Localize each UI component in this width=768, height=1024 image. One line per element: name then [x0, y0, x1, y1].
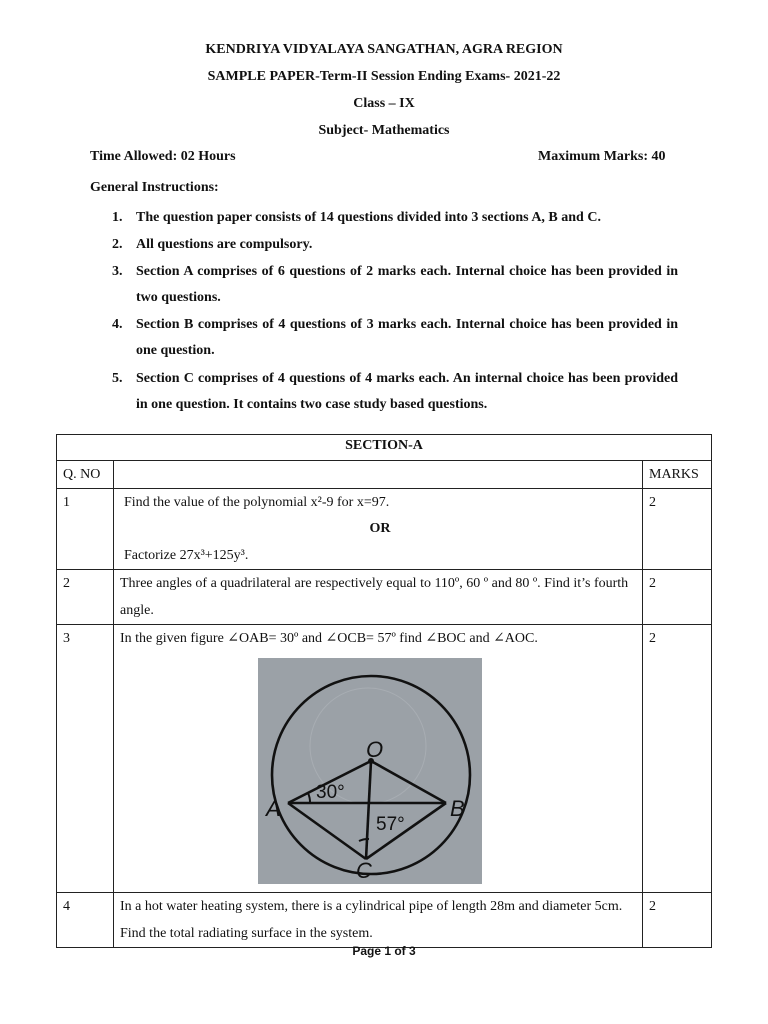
col-header-marks: MARKS — [643, 461, 712, 489]
question-marks: 2 — [643, 625, 712, 893]
question-text: In the given figure ∠OAB= 30º and ∠OCB= 57º find ∠BOC and ∠AOC. — [120, 631, 538, 646]
table-row — [57, 570, 712, 625]
paper-title: SAMPLE PAPER-Term-II Session Ending Exams- 2021-22 — [207, 69, 561, 84]
instruction-number: 4. — [112, 317, 123, 332]
question-alt-text: Factorize 27x³+125y³. — [124, 548, 249, 563]
time-allowed: Time Allowed: 02 Hours — [90, 149, 236, 164]
instruction-text: Section B comprises of 4 questions of 3 marks each. Internal choice has been provided in one question. — [136, 317, 678, 358]
angle-c-label: 57° — [376, 814, 405, 835]
section-header-row — [57, 435, 712, 461]
instruction-text: Section A comprises of 6 questions of 2 marks each. Internal choice has been provided in two questions. — [136, 264, 678, 305]
instruction-number: 3. — [112, 264, 123, 279]
question-marks: 2 — [643, 570, 712, 625]
question-text: Find the value of the polynomial x²-9 for x=97. — [124, 495, 390, 510]
class-label: Class – IX — [353, 96, 415, 111]
instruction-item — [112, 205, 678, 231]
instructions-title: General Instructions: — [90, 180, 219, 195]
col-header-question — [114, 461, 643, 489]
subject-label: Subject- Mathematics — [318, 123, 450, 138]
org-title: KENDRIYA VIDYALAYA SANGATHAN, AGRA REGION — [205, 42, 563, 57]
or-label: OR — [369, 521, 391, 536]
angle-a-label: 30° — [316, 782, 345, 803]
question-cell — [114, 489, 643, 570]
col-header-qno: Q. NO — [57, 461, 114, 489]
instruction-item — [112, 312, 678, 364]
instruction-text: Section C comprises of 4 questions of 4 marks each. An internal choice has been provided in one question. It contains two case study based questions. — [136, 371, 678, 412]
instruction-item — [112, 366, 678, 418]
circle-figure — [258, 658, 482, 884]
question-text: Three angles of a quadrilateral are respectively equal to 110º, 60 º and 80 º. Find it’s fourth angle. — [114, 570, 643, 625]
instruction-text: All questions are compulsory. — [136, 237, 313, 252]
table-row — [57, 489, 712, 570]
instruction-item — [112, 259, 678, 311]
question-number: 2 — [57, 570, 114, 625]
question-table — [56, 434, 712, 948]
question-number: 4 — [57, 893, 114, 948]
instruction-text: The question paper consists of 14 questions divided into 3 sections A, B and C. — [136, 210, 601, 225]
question-cell — [114, 625, 643, 893]
maximum-marks: Maximum Marks: 40 — [538, 149, 666, 164]
question-text: In a hot water heating system, there is a cylindrical pipe of length 28m and diameter 5cm. Find the total radiating surface in the system. — [114, 893, 643, 948]
table-row — [57, 893, 712, 948]
instruction-number: 1. — [112, 210, 123, 225]
question-number: 3 — [57, 625, 114, 893]
question-marks: 2 — [643, 489, 712, 570]
label-a: A — [266, 796, 281, 821]
question-number: 1 — [57, 489, 114, 570]
page-footer: Page 1 of 3 — [352, 944, 416, 958]
column-header-row — [57, 461, 712, 489]
instruction-number: 2. — [112, 237, 123, 252]
instruction-item — [112, 232, 678, 258]
instruction-number: 5. — [112, 371, 123, 386]
table-row — [57, 625, 712, 893]
section-title: SECTION-A — [57, 435, 712, 461]
label-b: B — [450, 796, 465, 821]
question-marks: 2 — [643, 893, 712, 948]
label-c: C — [356, 858, 372, 883]
label-o: O — [366, 737, 384, 762]
